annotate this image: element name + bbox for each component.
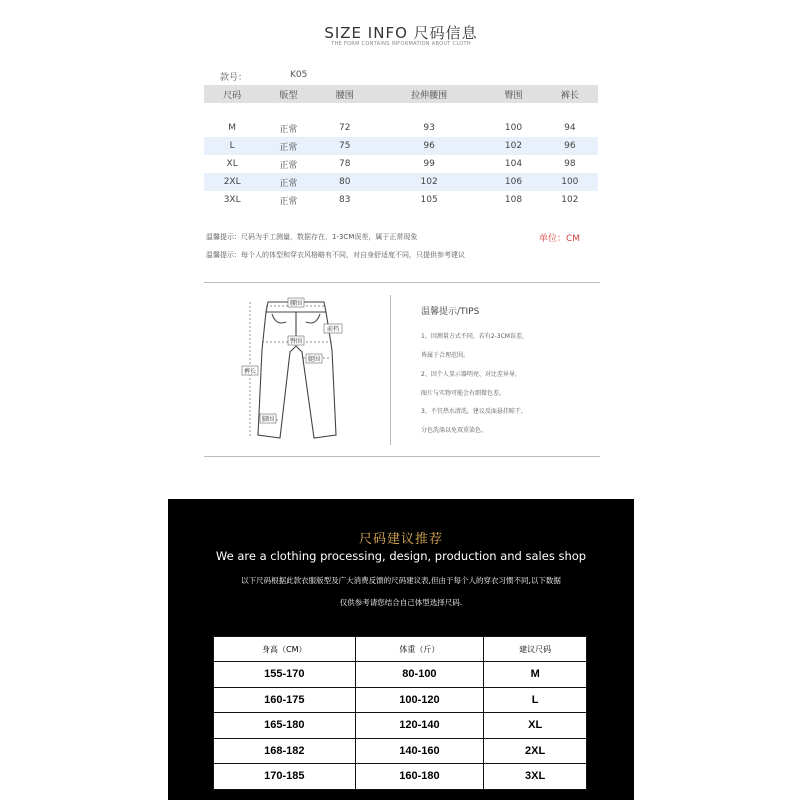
tip-line: 3、不宜热水清洗，建议反面悬挂晾干， — [421, 408, 527, 415]
table-row — [204, 173, 598, 191]
cell: 正常 — [260, 173, 316, 191]
recommend-note-line-1: 以下尺码根据此款衣服版型及广大消费反馈的尺码建议表,但由于每个人的穿衣习惯不同,以下数据 — [241, 576, 561, 585]
cell: 102 — [485, 137, 541, 155]
cell: 160-175 — [214, 687, 356, 713]
cell: 160-180 — [355, 764, 484, 790]
cell: 93 — [423, 123, 435, 133]
cell: 168-182 — [214, 738, 356, 764]
size-chart-page — [168, 0, 634, 800]
front-rise-label: 前档 — [326, 326, 340, 333]
cell: 98 — [564, 159, 576, 169]
table-row — [214, 687, 587, 713]
vertical-divider — [390, 295, 391, 445]
cell: L — [484, 687, 587, 713]
cell: 正常 — [279, 160, 298, 171]
cell: 正常 — [260, 137, 316, 155]
cell: 155-170 — [214, 662, 356, 688]
unit-label: 单位：CM — [538, 234, 580, 244]
tip-line: 皆属于合理范围。 — [421, 352, 470, 359]
thigh-label: 腿围 — [307, 356, 321, 363]
model-label: 款号： — [220, 73, 248, 83]
recommendation-table — [213, 636, 587, 790]
cell: 2XL — [484, 738, 587, 764]
cell: 72 — [338, 123, 351, 133]
cell: XL — [226, 159, 238, 169]
cell: M — [228, 123, 237, 133]
cell: 正常 — [279, 196, 298, 207]
cell: 120-140 — [355, 713, 484, 739]
tips-title: 温馨提示/TIPS — [421, 307, 480, 317]
cell: L — [204, 137, 260, 155]
cell: 108 — [504, 195, 523, 205]
tip-line: 分色洗涤以免双重染色。 — [421, 427, 488, 434]
table-row — [204, 119, 598, 137]
page-title: SIZE INFO 尺码信息 — [324, 24, 478, 42]
divider — [204, 282, 600, 283]
col-header-weight: 体重（斤） — [355, 637, 484, 662]
waist-label: 腰围 — [289, 300, 303, 307]
cell: 100 — [542, 173, 598, 191]
cell: 104 — [504, 159, 523, 169]
table-row — [204, 155, 598, 173]
page-subtitle: THE FORM CONTAINS INFORMATION ABOUT CLOTH — [331, 41, 471, 47]
fit-note: 温馨提示：每个人的体型和穿衣风格略有不同，对自身舒适度不同，只提供参考建议 — [206, 251, 465, 259]
length-label: 裤长 — [243, 368, 257, 375]
size-table — [204, 85, 598, 209]
recommendation-table-header — [214, 637, 587, 662]
col-header-stretch-waist: 拉伸腰围 — [373, 85, 486, 103]
table-row — [214, 713, 587, 739]
cell: 96 — [373, 137, 486, 155]
hem-label: 脚围 — [261, 416, 275, 423]
col-header-fit: 版型 — [260, 85, 316, 103]
col-header-waist: 腰围 — [317, 85, 373, 103]
col-header-suggested-size: 建议尺码 — [484, 637, 587, 662]
cell: 100-120 — [355, 687, 484, 713]
cell: 102 — [561, 195, 579, 205]
cell: 170-185 — [214, 764, 356, 790]
cell: 3XL — [223, 195, 241, 205]
cell: XL — [484, 713, 587, 739]
cell: 正常 — [279, 124, 298, 135]
table-row — [204, 137, 598, 155]
col-header-length: 裤长 — [542, 85, 598, 103]
tip-line: 1、因测量方式不同，若有2-3CM误差， — [421, 333, 528, 340]
recommend-note-line-2: 仅供参考请您结合自己体型选择尺码. — [339, 598, 463, 607]
cell: 75 — [317, 137, 373, 155]
table-row — [204, 191, 598, 209]
recommend-title: 尺码建议推荐 — [358, 532, 443, 547]
cell: 3XL — [484, 764, 587, 790]
col-header-size: 尺码 — [204, 85, 260, 103]
cell: 80-100 — [355, 662, 484, 688]
cell: 94 — [564, 123, 576, 133]
divider — [204, 456, 600, 457]
table-row — [214, 764, 587, 790]
cell: 140-160 — [355, 738, 484, 764]
col-header-height: 身高（CM） — [214, 637, 356, 662]
cell: 105 — [420, 195, 438, 205]
cell: 96 — [542, 137, 598, 155]
col-header-hip: 臀围 — [485, 85, 541, 103]
cell: 99 — [423, 159, 435, 169]
cell: 83 — [338, 195, 351, 205]
cell: 106 — [485, 173, 541, 191]
tip-line: 图片与实物可能会有细微色差。 — [421, 390, 506, 397]
pants-diagram — [206, 290, 386, 450]
cell: M — [484, 662, 587, 688]
cell: 80 — [317, 173, 373, 191]
recommend-english-tagline: We are a clothing processing, design, production and sales shop — [215, 549, 587, 563]
cell: 78 — [338, 159, 351, 169]
tip-line: 2、因个人显示器明亮、对比差异导， — [421, 371, 521, 378]
cell: 100 — [504, 123, 523, 133]
size-recommendation-panel — [168, 499, 634, 800]
cell: 165-180 — [214, 713, 356, 739]
measurement-note: 温馨提示：尺码为手工测量，数据存在，1-3CM误差，属于正常现象 — [206, 233, 418, 241]
hip-label: 臀围 — [289, 338, 303, 345]
size-table-header — [204, 85, 598, 103]
model-value: K05 — [290, 70, 308, 80]
table-row — [214, 738, 587, 764]
cell: 2XL — [204, 173, 260, 191]
table-row — [214, 662, 587, 688]
cell: 102 — [373, 173, 486, 191]
